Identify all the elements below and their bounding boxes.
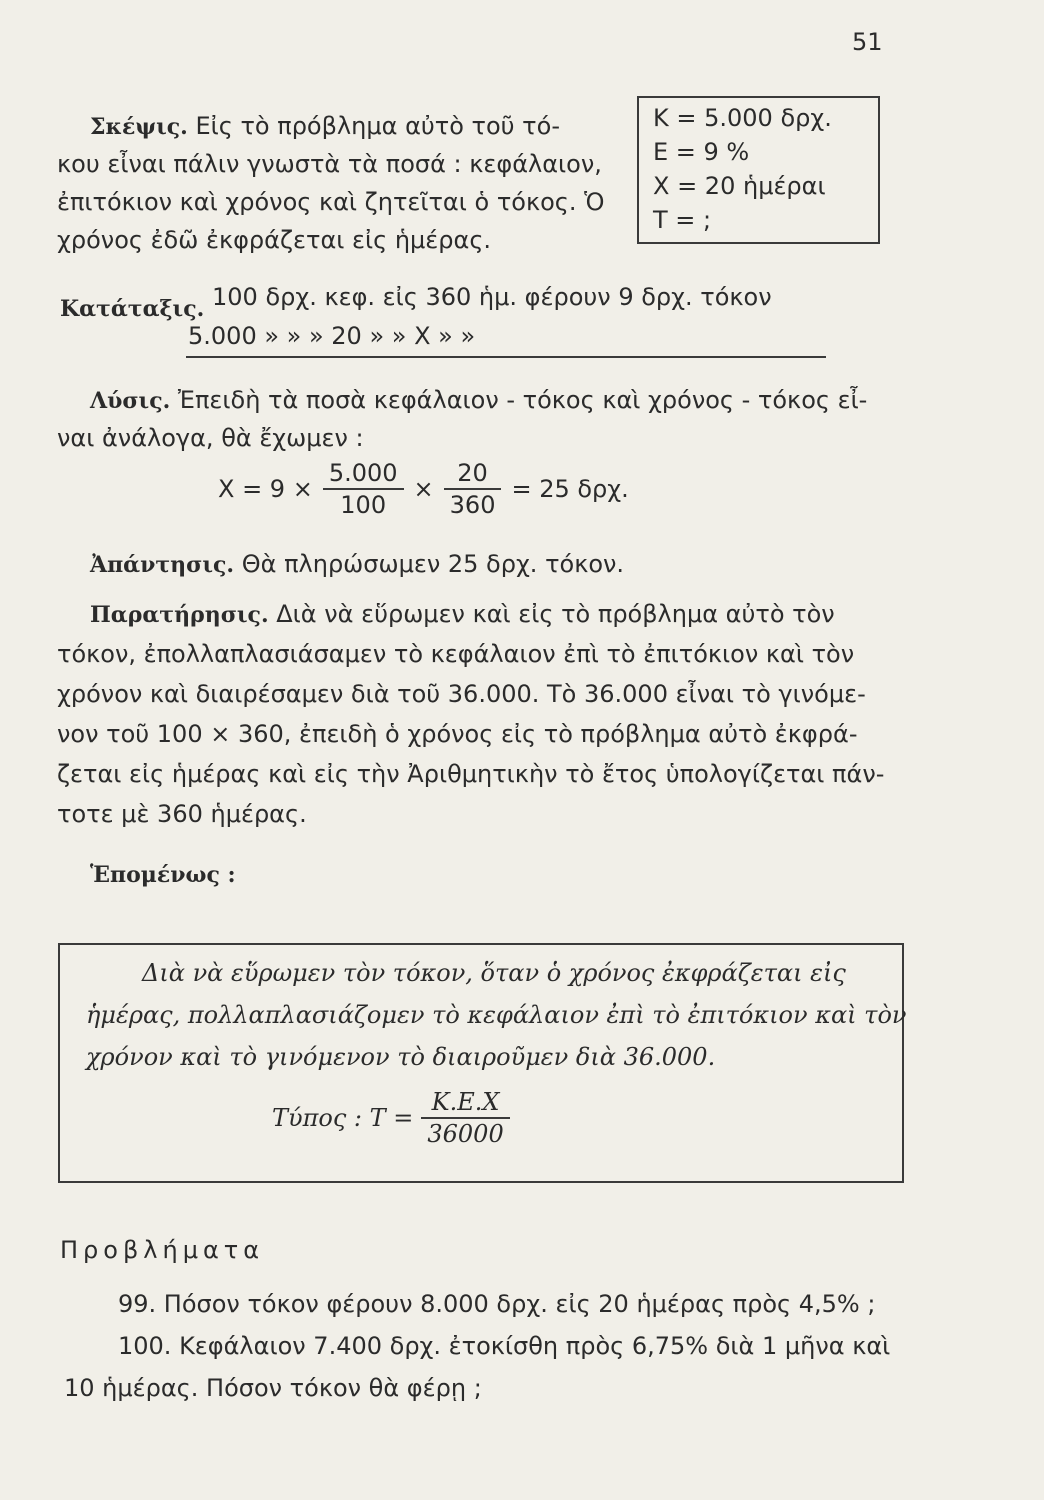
- rule-box: [58, 943, 907, 1183]
- answer-text: Θὰ πληρώσωμεν 25 δρχ. τόκον.: [241, 550, 625, 578]
- problems-heading: Προβλήματα: [60, 1236, 265, 1264]
- arrangement-row-1: 100 δρχ. κεφ. εἰς 360 ἡμ. φέρουν 9 δρχ. τόκον: [212, 283, 772, 311]
- equation-rhs: = 25 δρχ.: [511, 475, 629, 503]
- remark-line-3: χρόνον καὶ διαιρέσαμεν διὰ τοῦ 36.000. Τὸ 36.000 εἶναι τὸ γινόμε-: [57, 680, 866, 708]
- reasoning-line-4: χρόνος ἐδῶ ἐκφράζεται εἰς ἡμέρας.: [57, 226, 492, 254]
- solution-line-2: ναι ἀνάλογα, θὰ ἔχωμεν :: [57, 424, 364, 452]
- remark-line-5: ζεται εἰς ἡμέρας καὶ εἰς τὴν Ἀριθμητικὴν τὸ ἔτος ὑπολογίζεται πάν-: [57, 760, 885, 788]
- reasoning-line-1: [90, 112, 560, 140]
- fraction-time-numerator: 20: [444, 458, 502, 490]
- remark-text-1: Διὰ νὰ εὕρωμεν καὶ εἰς τὸ πρόβλημα αὐτὸ τὸν: [276, 600, 835, 628]
- remark-label: Παρατήρησις.: [90, 602, 269, 628]
- solution-equation: [218, 458, 629, 520]
- fraction-capital-denominator: 100: [340, 491, 387, 519]
- rule-line-1: Διὰ νὰ εὕρωμεν τὸν τόκον, ὅταν ὁ χρόνος ἐκφράζεται εἰς: [142, 959, 846, 987]
- solution-text-1: Ἐπειδὴ τὰ ποσὰ κεφάλαιον - τόκος καὶ χρόνος - τόκος εἶ-: [177, 386, 868, 414]
- remark-line-4: νον τοῦ 100 × 360, ἐπειδὴ ὁ χρόνος εἰς τὸ πρόβλημα αὐτὸ ἐκφρά-: [57, 720, 858, 748]
- reasoning-line-2: κου εἶναι πάλιν γνωστὰ τὰ ποσά : κεφάλαιον,: [57, 150, 602, 178]
- fraction-time: [444, 458, 502, 520]
- formula-label: Τύπος : Τ =: [272, 1104, 414, 1132]
- given-values-box: [637, 96, 880, 244]
- rule-formula: [272, 1087, 510, 1149]
- reasoning-line-3: ἐπιτόκιον καὶ χρόνος καὶ ζητεῖται ὁ τόκος. Ὁ: [57, 188, 605, 216]
- given-rate: Ε = 9 %: [653, 138, 750, 166]
- arrangement-row-2: 5.000 » » » 20 » » Χ » »: [188, 322, 476, 350]
- given-capital: Κ = 5.000 δρχ.: [653, 104, 832, 132]
- fraction-time-denominator: 360: [449, 491, 496, 519]
- remark-line-6: τοτε μὲ 360 ἡμέρας.: [57, 800, 307, 828]
- fraction-capital-numerator: 5.000: [323, 458, 404, 490]
- answer-label: Ἀπάντησις.: [90, 552, 235, 578]
- therefore-label: Ἑπομένως :: [90, 862, 236, 888]
- given-interest: Τ = ;: [653, 206, 712, 234]
- fraction-capital: [323, 458, 404, 520]
- problem-99: 99. Πόσον τόκον φέρουν 8.000 δρχ. εἰς 20 ἡμέρας πρὸς 4,5% ;: [118, 1290, 876, 1318]
- remark-line-2: τόκον, ἐπολλαπλασιάσαμεν τὸ κεφάλαιον ἐπὶ τὸ ἐπιτόκιον καὶ τὸν: [57, 640, 855, 668]
- arrangement-label: Κατάταξις.: [60, 296, 205, 322]
- given-time: Χ = 20 ἡμέραι: [653, 172, 826, 200]
- equation-times: ×: [413, 475, 434, 503]
- reasoning-text-1: Εἰς τὸ πρόβλημα αὐτὸ τοῦ τό-: [195, 112, 560, 140]
- answer-line: [90, 550, 624, 578]
- equation-lhs: Χ = 9 ×: [218, 475, 313, 503]
- formula-denominator: 36000: [427, 1120, 504, 1148]
- page-number: 51: [852, 28, 883, 56]
- formula-numerator: Κ.Ε.Χ: [421, 1087, 509, 1119]
- solution-line-1: [90, 386, 867, 414]
- arrangement-rule: [186, 356, 826, 358]
- rule-line-2: ἡμέρας, πολλαπλασιάζομεν τὸ κεφάλαιον ἐπὶ τὸ ἐπιτόκιον καὶ τὸν: [86, 1001, 907, 1029]
- problem-100-line-1: 100. Κεφάλαιον 7.400 δρχ. ἐτοκίσθη πρὸς 6,75% διὰ 1 μῆνα καὶ: [118, 1332, 891, 1360]
- problem-100-line-2: 10 ἡμέρας. Πόσον τόκον θὰ φέρῃ ;: [64, 1374, 482, 1402]
- solution-label: Λύσις.: [90, 388, 171, 414]
- rule-line-3: χρόνον καὶ τὸ γινόμενον τὸ διαιροῦμεν διὰ 36.000.: [86, 1043, 716, 1071]
- formula-fraction: [421, 1087, 509, 1149]
- reasoning-label: Σκέψις.: [90, 114, 188, 140]
- remark-line-1: [90, 600, 835, 628]
